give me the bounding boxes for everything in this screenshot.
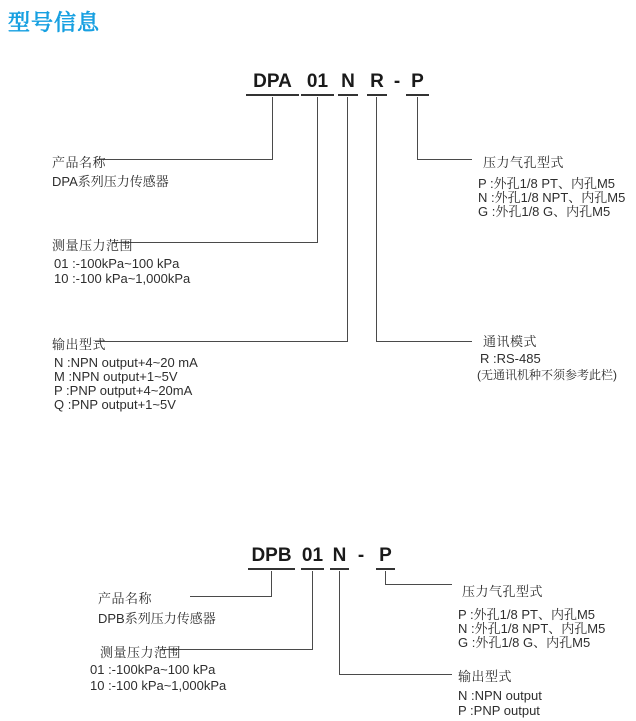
pressure-range-label: 测量压力范围 (100, 645, 182, 660)
page-title: 型号信息 (8, 10, 101, 35)
code-segment-output: N (338, 71, 358, 96)
connector-line (190, 596, 272, 597)
output-type-item: N :NPN output+4~20 mA (54, 355, 198, 370)
output-type-item: N :NPN output (458, 688, 542, 703)
pressure-range-item: 10 :-100 kPa~1,000kPa (54, 271, 191, 286)
connector-line (317, 97, 318, 243)
comm-mode-label: 通讯模式 (483, 334, 538, 349)
output-type-item: M :NPN output+1~5V (54, 369, 178, 384)
product-name-label: 产品名称 (98, 591, 153, 606)
comm-mode-note: (无通讯机种不须参考此栏) (477, 368, 617, 382)
connector-line (160, 649, 313, 650)
port-type-item: G :外孔1/8 G、内孔M5 (478, 204, 611, 219)
port-type-item: N :外孔1/8 NPT、内孔M5 (458, 621, 606, 636)
connector-line (97, 159, 273, 160)
connector-line (385, 571, 386, 585)
comm-mode-item: R :RS-485 (480, 351, 541, 366)
connector-line (347, 97, 348, 342)
code-segment-port: P (406, 71, 429, 96)
output-type-label: 输出型式 (52, 337, 107, 352)
code-segment-series: DPA (246, 71, 299, 96)
connector-line (272, 97, 273, 160)
connector-line (386, 584, 452, 585)
output-type-item: P :PNP output+4~20mA (54, 383, 193, 398)
code-segment-port: P (376, 545, 395, 570)
port-type-label: 压力气孔型式 (462, 584, 544, 599)
port-type-label: 压力气孔型式 (483, 155, 565, 170)
connector-line (271, 571, 272, 597)
pressure-range-item: 10 :-100 kPa~1,000kPa (90, 678, 227, 693)
port-type-item: P :外孔1/8 PT、内孔M5 (478, 176, 616, 191)
product-name-value: DPA系列压力传感器 (52, 174, 169, 189)
connector-line (418, 159, 472, 160)
code-segment-series: DPB (248, 545, 295, 570)
connector-line (417, 97, 418, 160)
connector-line (112, 242, 318, 243)
code-segment-dash: - (357, 545, 365, 566)
output-type-label: 输出型式 (458, 669, 513, 684)
output-type-item: Q :PNP output+1~5V (54, 397, 176, 412)
connector-line (312, 571, 313, 650)
code-segment-comm: R (367, 71, 387, 96)
pressure-range-label: 测量压力范围 (52, 238, 134, 253)
connector-line (340, 674, 452, 675)
pressure-range-item: 01 :-100kPa~100 kPa (90, 662, 216, 677)
product-name-label: 产品名称 (52, 155, 107, 170)
code-segment-range: 01 (301, 545, 324, 570)
port-type-item: G :外孔1/8 G、内孔M5 (458, 635, 591, 650)
product-name-value: DPB系列压力传感器 (98, 611, 216, 626)
code-segment-range: 01 (301, 71, 334, 96)
output-type-item: P :PNP output (458, 703, 540, 718)
port-type-item: N :外孔1/8 NPT、内孔M5 (478, 190, 626, 205)
connector-line (95, 341, 348, 342)
port-type-item: P :外孔1/8 PT、内孔M5 (458, 607, 596, 622)
connector-line (377, 341, 472, 342)
code-segment-output: N (330, 545, 349, 570)
pressure-range-item: 01 :-100kPa~100 kPa (54, 256, 180, 271)
code-segment-dash: - (393, 71, 401, 92)
connector-line (376, 97, 377, 342)
connector-line (339, 571, 340, 675)
